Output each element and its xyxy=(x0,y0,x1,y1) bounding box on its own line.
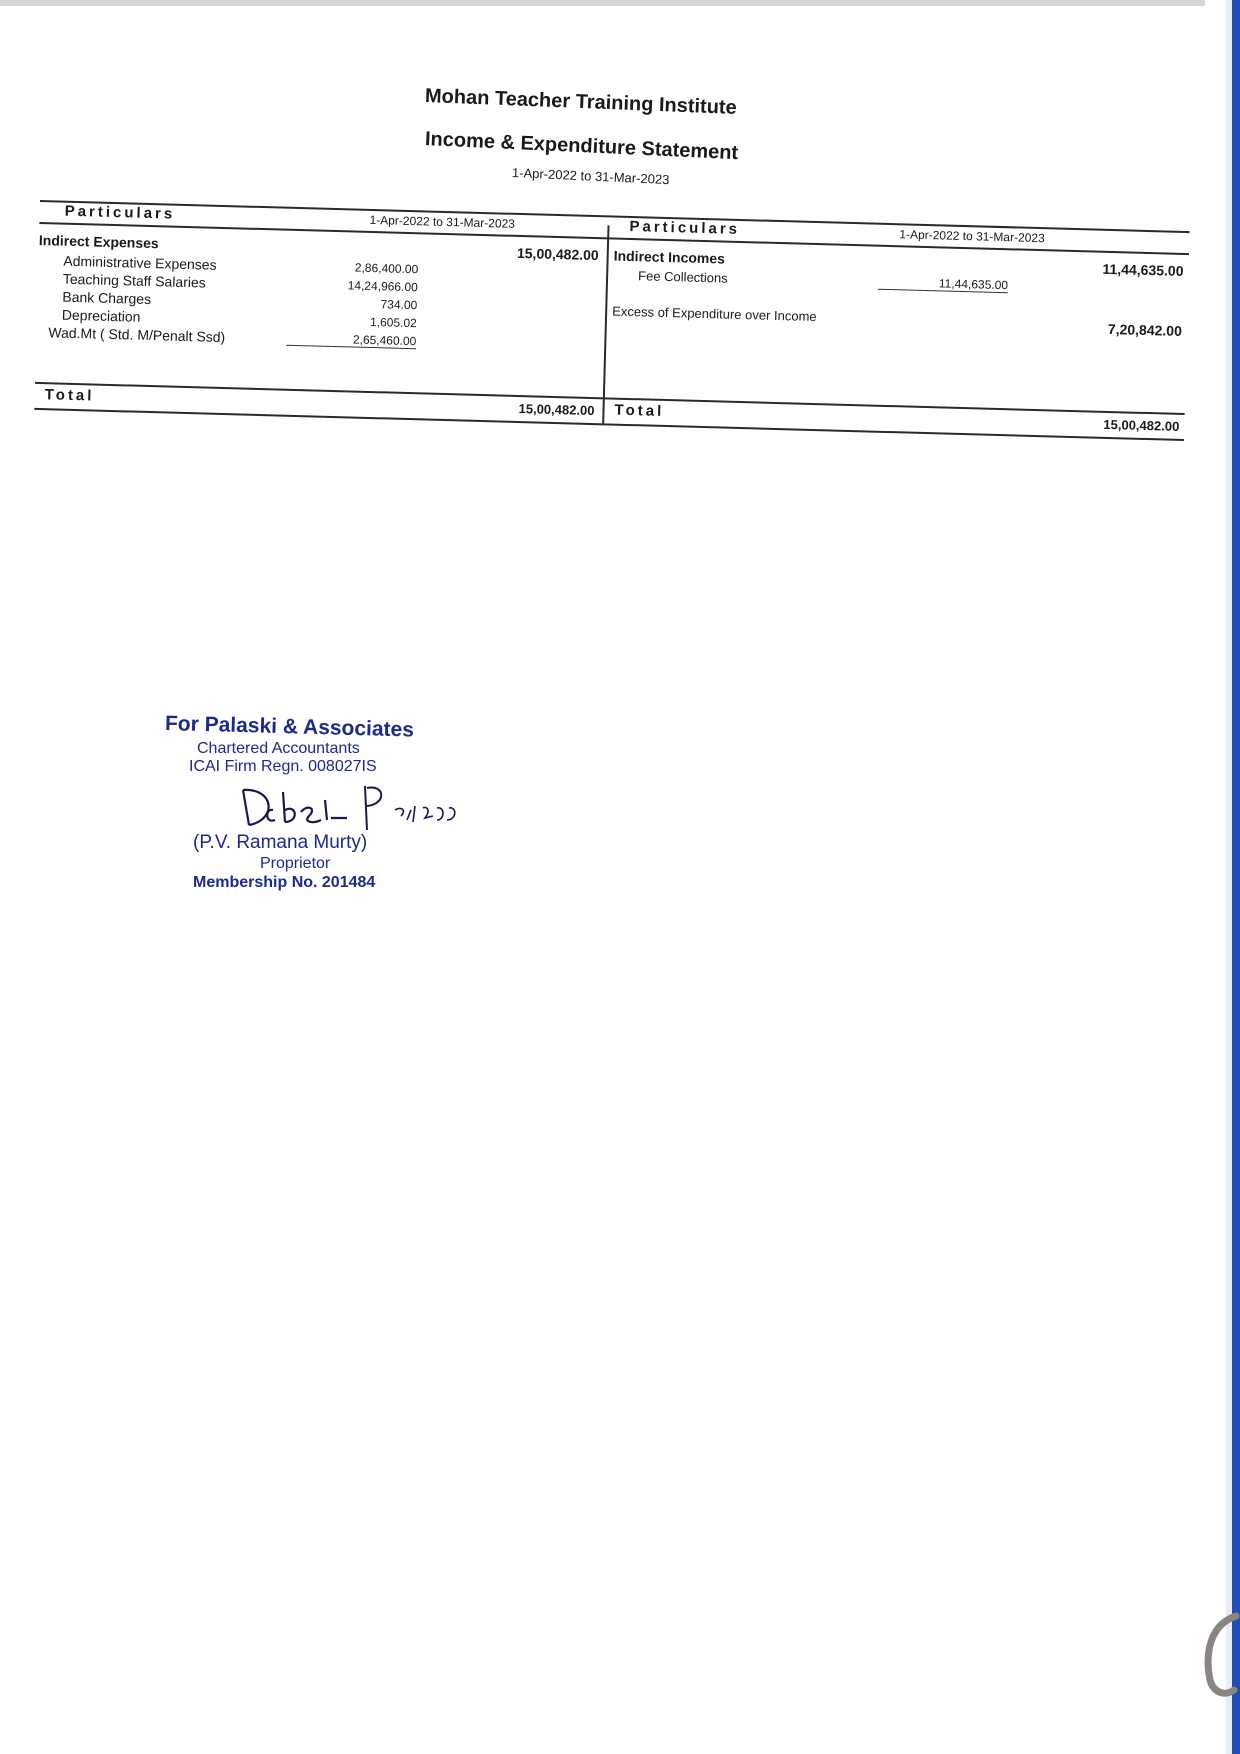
left-group-total: 15,00,482.00 xyxy=(516,244,599,264)
expense-amount: 1,605.02 xyxy=(369,314,417,331)
column-divider xyxy=(602,225,609,425)
auditor-membership: Membership No. 201484 xyxy=(193,874,376,891)
auditor-role: Proprietor xyxy=(260,855,331,872)
auditor-firm: For Palaski & Associates xyxy=(164,712,415,742)
left-total-label: Total xyxy=(44,386,95,405)
expense-label: Bank Charges xyxy=(62,288,152,308)
document-subtitle: Income & Expenditure Statement xyxy=(424,128,739,165)
expense-label: Administrative Expenses xyxy=(63,252,217,273)
left-header-particulars: Particulars xyxy=(64,202,176,223)
right-total-label: Total xyxy=(614,401,665,420)
right-group-label: Indirect Incomes xyxy=(613,247,726,267)
left-total-amount: 15,00,482.00 xyxy=(518,401,595,419)
expense-amount: 2,65,460.00 xyxy=(286,331,416,350)
auditor-designation: Chartered Accountants xyxy=(197,740,360,757)
auditor-name: (P.V. Ramana Murty) xyxy=(193,832,368,853)
expense-label: Wad.Mt ( Std. M/Penalt Ssd) xyxy=(48,324,226,346)
expense-amount: 734.00 xyxy=(380,297,418,313)
total-bottom-rule xyxy=(34,408,1184,441)
expense-label: Depreciation xyxy=(61,306,141,325)
excess-amount: 7,20,842.00 xyxy=(1107,320,1183,339)
expense-amount: 2,86,400.00 xyxy=(354,260,419,277)
document-title: Mohan Teacher Training Institute xyxy=(424,85,738,119)
left-header-period: 1-Apr-2022 to 31-Mar-2023 xyxy=(369,212,516,231)
right-header-particulars: Particulars xyxy=(629,217,741,238)
binder-clip-image xyxy=(1200,1610,1240,1700)
income-label: Fee Collections xyxy=(637,268,728,286)
expense-label: Teaching Staff Salaries xyxy=(62,270,206,291)
income-expenditure-table xyxy=(33,200,1189,481)
document-period: 1-Apr-2022 to 31-Mar-2023 xyxy=(511,165,670,188)
right-group-total: 11,44,635.00 xyxy=(1102,260,1184,279)
income-amount: 11,44,635.00 xyxy=(878,275,1008,294)
expense-amount: 14,24,966.00 xyxy=(347,278,418,295)
statement-document xyxy=(0,0,1240,520)
right-total-amount: 15,00,482.00 xyxy=(1103,416,1180,434)
right-header-period: 1-Apr-2022 to 31-Mar-2023 xyxy=(899,227,1045,246)
left-group-label: Indirect Expenses xyxy=(38,231,159,252)
total-top-rule xyxy=(35,382,1185,415)
excess-label: Excess of Expenditure over Income xyxy=(612,303,817,325)
auditor-registration: ICAI Firm Regn. 008027IS xyxy=(189,758,377,775)
